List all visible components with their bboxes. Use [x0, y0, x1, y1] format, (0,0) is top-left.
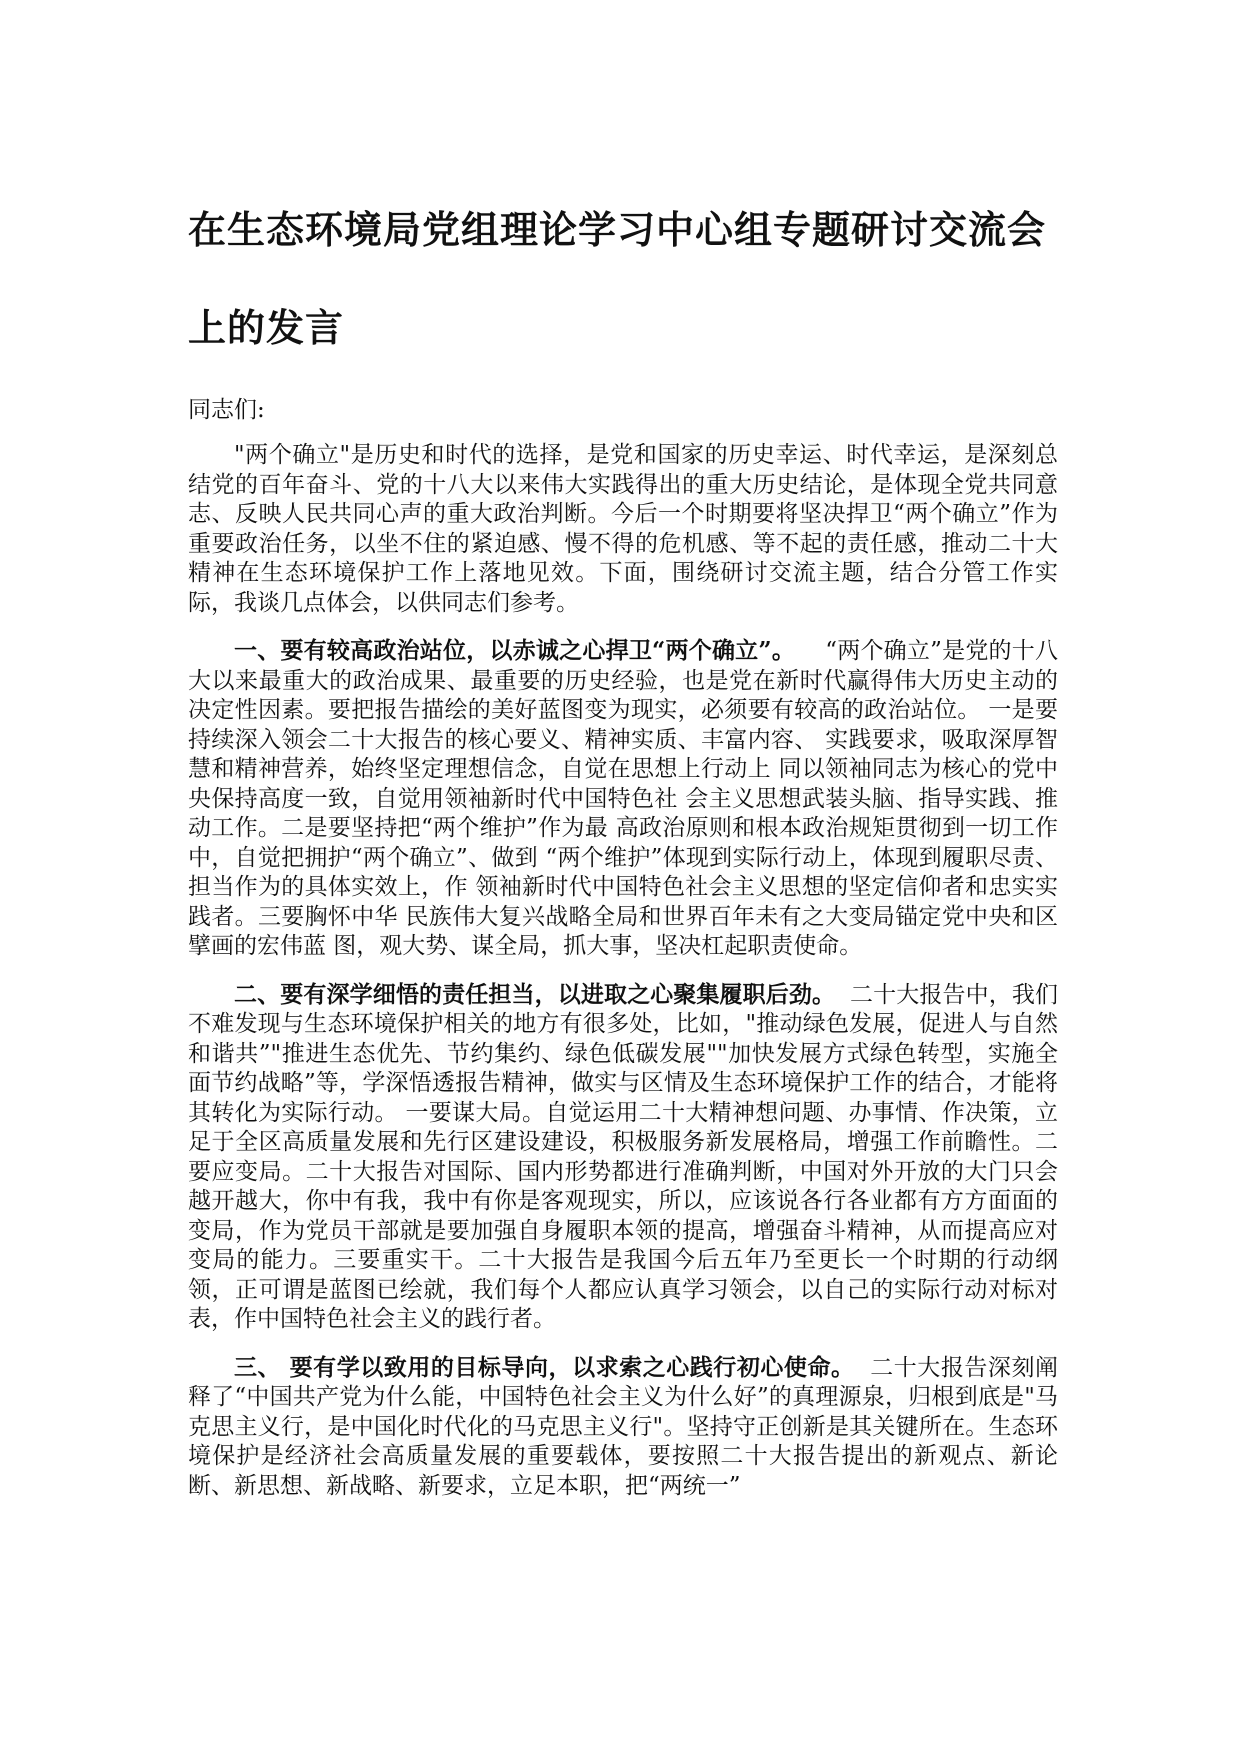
document-title [188, 186, 1058, 372]
section-2-body: 二十大报告中，我们不难发现与生态环境保护相关的地方有很多处，比如，"推动绿色发展，促进人与自然和谐共”"推进生态优先、节约集约、绿色低碳发展""加快发展方式绿色转型，实施全面节约战略”等，学深悟透报告精神，做实与区情及生态环境保护工作的结合，才能将其转化为实际行动。 一要谋大局。自觉运用二十大精神想问题、办事情、作决策，立足于全区高质量发展和先行区建设建设，积极服务新发展格局，增强工作前瞻性。二要应变局。二十大报告对国际、国内形势都进行准确判断，中国对外开放的大门只会越开越大，你中有我，我中有你是客观现实，所以，应该说各行各业都有方方面面的变局，作为党员干部就是要加强自身履职本领的提高，增强奋斗精神，从而提高应对变局的能力。三要重实干。二十大报告是我国今后五年乃至更长一个时期的行动纲领，正可谓是蓝图已绘就，我们每个人都应认真学习领会，以自己的实际行动对标对表，作中国特色社会主义的践行者。 [188, 981, 1059, 1332]
section-1-paragraph [188, 636, 1058, 962]
section-1-heading: 一、要有较高政治站位，以赤诚之心捍卫“两个确立”。 [234, 637, 796, 664]
section-2-heading: 二、要有深学细悟的责任担当，以进取之心聚集履职后劲。 [234, 980, 836, 1008]
document-page [188, 186, 1058, 1519]
section-3-body: 二十大报告深刻阐释了“中国共产党为什么能，中国特色社会主义为什么好”的真理源泉，归根到底是"马克思主义行，是中国化时代化的马克思主义行"。坚持守正创新是其关键所在。生态环境保护是经济社会高质量发展的重要载体，要按照二十大报告提出的新观点、新论断、新思想、新战略、新要求，立足本职，把“两统一” [188, 1354, 1058, 1499]
section-3-paragraph [188, 1353, 1058, 1502]
section-3-heading: 三、 要有学以致用的目标导向，以求索之心践行初心使命。 [234, 1353, 855, 1381]
title-line-1: 在生态环境局党组理论学习中心组专题研讨交流会 [188, 208, 1047, 252]
greeting: 同志们: [188, 397, 265, 423]
section-2-paragraph [188, 980, 1058, 1335]
section-1-body: “两个确立”是党的十八大以来最重大的政治成果、最重要的历史经验，也是党在新时代赢得伟大历史主动的决定性因素。要把报告描绘的美好蓝图变为现实，必须要有较高的政治站位。 一是要持续深入领会二十大报告的核心要义、精神实质、丰富内容、 实践要求，吸取深厚智慧和精神营养，始终坚定理想信念，自觉在思想上行动上 同以领袖同志为核心的党中央保持高度一致，自觉用领袖新时代中国特色社 会主义思想武装头脑、指导实践、推动工作。二是要坚持把“两个维护”作为最 高政治原则和根本政治规矩贯彻到一切工作中，自觉把拥护“两个确立”、做到 “两个维护”体现到实际行动上，体现到履职尽责、担当作为的具体实效上，作 领袖新时代中国特色社会主义思想的坚定信仰者和忠实实践者。三要胸怀中华 民族伟大复兴战略全局和世界百年未有之大变局锚定党中央和区擘画的宏伟蓝 图，观大势、谋全局，抓大事，坚决杠起职责使命。 [188, 638, 1058, 959]
intro-paragraph: "两个确立"是历史和时代的选择，是党和国家的历史幸运、时代幸运，是深刻总结党的百年奋斗、党的十八大以来伟大实践得出的重大历史结论，是体现全党共同意志、反映人民共同心声的重大政治判断。今后一个时期要将坚决捍卫“两个确立”作为重要政治任务，以坐不住的紧迫感、慢不得的危机感、等不起的责任感，推动二十大精神在生态环境保护工作上落地见效。下面，围绕研讨交流主题，结合分管工作实际，我谈几点体会，以供同志们参考。 [188, 442, 1058, 616]
title-line-2: 上的发言 [188, 306, 345, 350]
